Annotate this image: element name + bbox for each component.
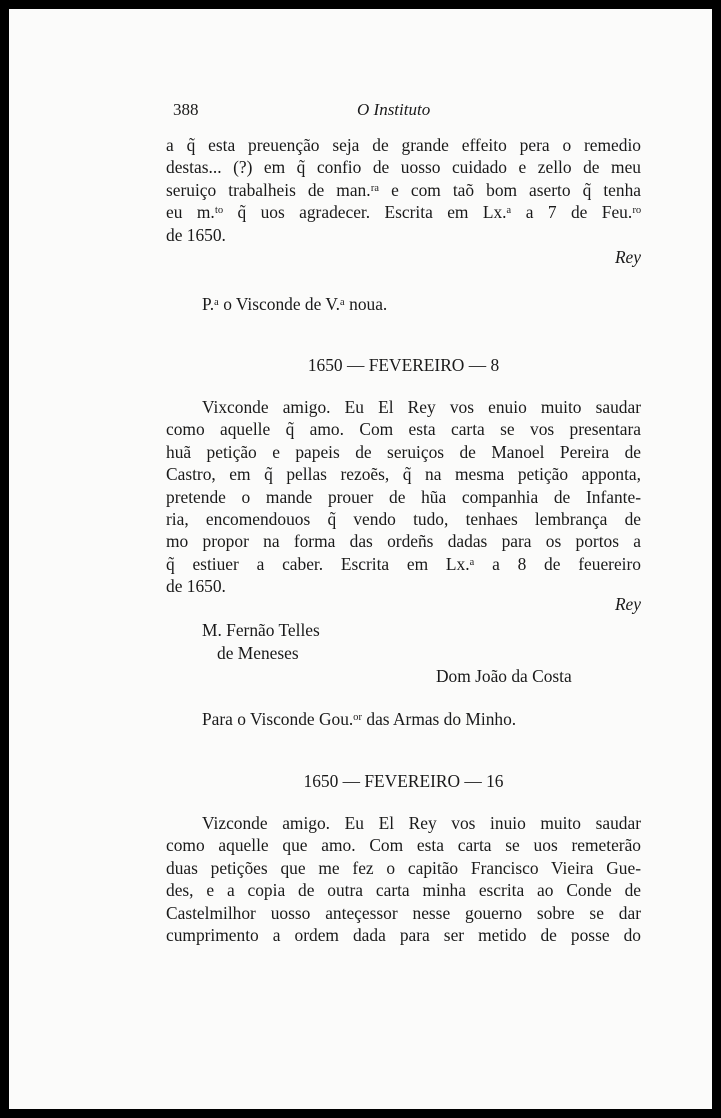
text-line: Vizconde amigo. Eu El Rey vos inuio muito saudar [202, 813, 641, 833]
text-line: Vixconde amigo. Eu El Rey vos enuio muito saudar [202, 397, 641, 417]
letter-2-heading: 1650 — FEVEREIRO — 8 [307, 355, 500, 375]
page-header [165, 100, 645, 124]
text-line: eu m.ᵗᵒ q̃ uos agradecer. Escrita em Lx.ᵃ a 7 de Feu.ʳᵒ [166, 202, 641, 223]
running-title: O Instituto [357, 100, 431, 119]
text-line: como aquelle que amo. Com esta carta se uos remeterão [166, 835, 641, 856]
text-line: de 1650. [166, 576, 226, 597]
letter-1-address: P.ᵃ o Visconde de V.ᵃ noua. [202, 294, 388, 314]
letter-2-cosigner: M. Fernão Telles [202, 620, 320, 640]
letter-2-address: Para o Visconde Gou.ᵒʳ das Armas do Minho. [202, 709, 517, 729]
text-line: seruiço trabalheis de man.ʳᵃ e com taõ bom aserto q̃ tenha [166, 179, 641, 200]
text-line: huã petição e papeis de seruiços de Manoel Pereira de [166, 441, 641, 462]
letter-1-body [166, 134, 641, 246]
text-line: mo propor na forma das ordeñs dadas para os portos a [166, 531, 641, 552]
page-number: 388 [173, 100, 199, 119]
text-line: duas petições que me fez o capitão Francisco Vieira Gue- [166, 857, 641, 878]
letter-2-cosigner: de Meneses [217, 643, 299, 663]
text-line: Castro, em q̃ pellas rezoẽs, q̃ na mesma petição apponta, [166, 464, 641, 485]
text-line: de 1650. [166, 224, 226, 245]
letter-2-body [166, 396, 641, 598]
letter-2-cosigner: Dom João da Costa [436, 666, 572, 686]
letter-3-heading: 1650 — FEVEREIRO — 16 [303, 771, 504, 791]
text-line: q̃ estiuer a caber. Escrita em Lx.ᵃ a 8 de feuereiro [166, 553, 641, 574]
text-line: como aquelle q̃ amo. Com esta carta se vos presentara [166, 419, 641, 440]
text-line: destas... (?) em q̃ confio de uosso cuidado e zello de meu [166, 157, 641, 178]
letter-1-signature: Rey [614, 247, 641, 267]
text-line: pretende o mande prouer de hũa companhia de Infante- [166, 486, 641, 507]
document-page [9, 9, 712, 1109]
text-line: Castelmilhor uosso anteçessor nesse gouerno sobre se dar [166, 902, 641, 923]
letter-2-signature: Rey [614, 594, 641, 614]
text-line: a q̃ esta preuenção seja de grande effeito pera o remedio [166, 135, 641, 155]
text-line: des, e a copia de outra carta minha escrita ao Conde de [166, 880, 641, 901]
letter-3-body [166, 812, 641, 946]
text-line: ria, encomendouos q̃ vendo tudo, tenhaes lembrança de [166, 508, 641, 529]
text-line: cumprimento a ordem dada para ser metido de posse do [166, 924, 641, 945]
